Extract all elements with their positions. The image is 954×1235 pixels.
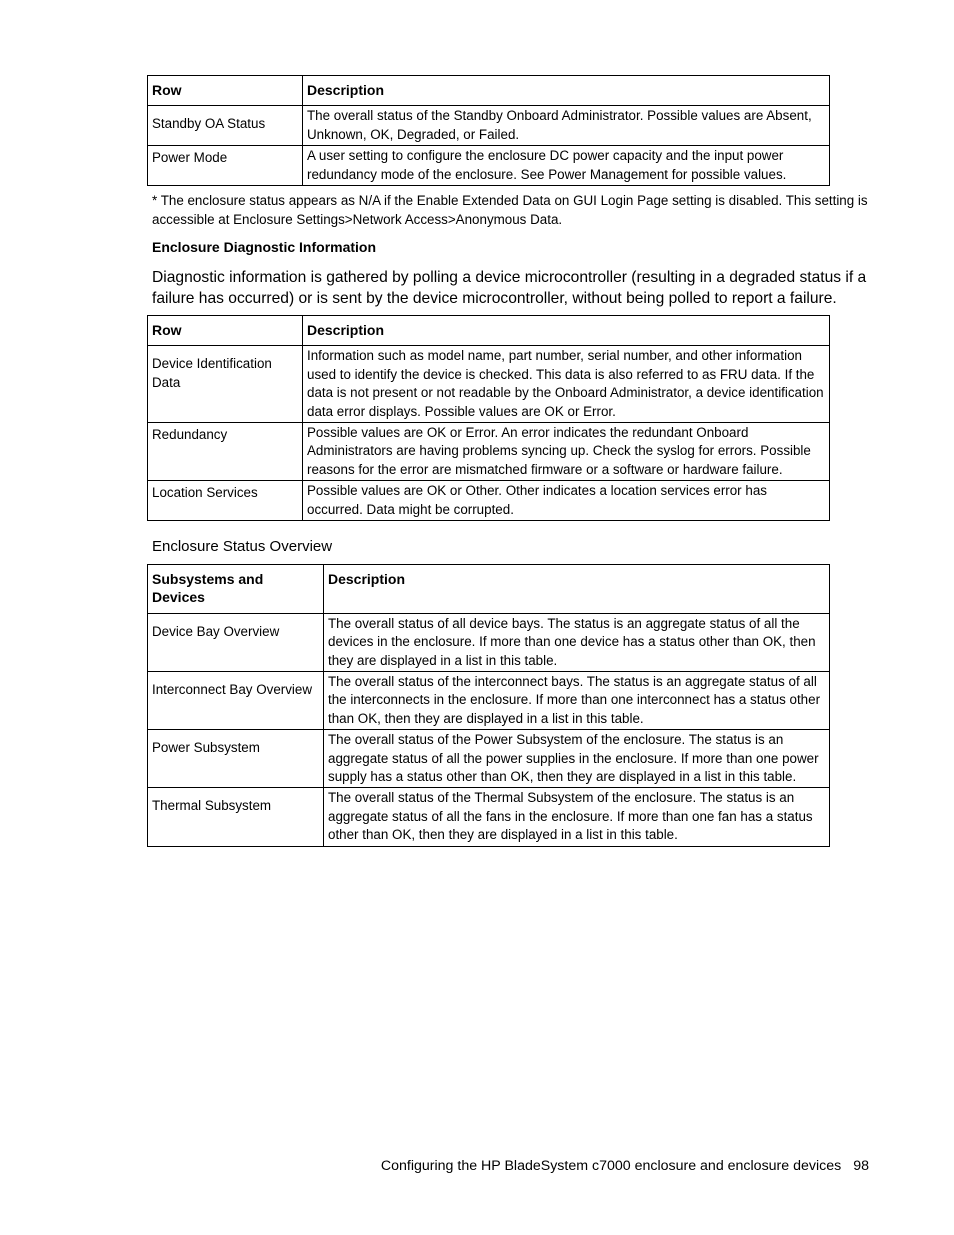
row-description: Information such as model name, part number, serial number, and other information used to identify the device is checked. This data is also referred to as FRU data. If the data is not present or not readable by the Onboard Administrator, a device identification data error displays. Possible values are OK or Error. [303, 346, 830, 423]
status-overview-table [147, 564, 830, 847]
table-caption: Enclosure Status Overview [152, 538, 333, 555]
table-row [148, 146, 830, 186]
page-footer [381, 1158, 869, 1174]
page-number: 98 [853, 1158, 869, 1174]
standby-status-table [147, 75, 830, 186]
row-name: Thermal Subsystem [148, 788, 324, 846]
footer-chapter-title: Configuring the HP BladeSystem c7000 enclosure and enclosure devices [380, 1158, 842, 1174]
table-row [148, 730, 830, 788]
row-description: A user setting to configure the enclosure DC power capacity and the input power redundancy mode of the enclosure. See Power Management for possible values. [303, 146, 830, 186]
table-row [148, 423, 830, 481]
section-heading: Enclosure Diagnostic Information [152, 239, 377, 255]
row-description: The overall status of the Thermal Subsystem of the enclosure. The status is an aggregate status of all the fans in the enclosure. If more than one fan has a status other than OK, then they are displayed in a list in this table. [324, 788, 830, 846]
row-name: Location Services [148, 481, 303, 521]
table-header-row [148, 565, 830, 614]
row-description: Possible values are OK or Other. Other indicates a location services error has occurred. Data might be corrupted. [303, 481, 830, 521]
table-row [148, 106, 830, 146]
row-description: The overall status of the interconnect bays. The status is an aggregate status of all the interconnects in the enclosure. If more than one interconnect has a status other than OK, then they are displayed in a list in this table. [324, 672, 830, 730]
row-name: Redundancy [148, 423, 303, 481]
column-header-description: Description [303, 316, 830, 346]
table-row [148, 481, 830, 521]
column-header-subsystems: Subsystems and Devices [148, 565, 324, 614]
table-header-row [148, 316, 830, 346]
column-header-row: Row [148, 316, 303, 346]
body-paragraph: Diagnostic information is gathered by polling a device microcontroller (resulting in a degraded status if a failure has occurred) or is sent by the device microcontroller, without being polled to report a failure. [152, 269, 867, 307]
row-description: Possible values are OK or Error. An error indicates the redundant Onboard Administrators are having problems syncing up. Check the syslog for errors. Possible reasons for the error are mismatched firmware or a software or hardware failure. [303, 423, 830, 481]
row-name: Device Bay Overview [148, 613, 324, 671]
table-footnote: * The enclosure status appears as N/A if the Enable Extended Data on GUI Login Page setting is disabled. This setting is accessible at Enclosure Settings>Network Access>Anonymous Data. [152, 193, 868, 227]
column-header-description: Description [303, 76, 830, 106]
diagnostic-info-table [147, 315, 830, 521]
row-description: The overall status of the Power Subsystem of the enclosure. The status is an aggregate status of all the power supplies in the enclosure. If more than one power supply has a status other than OK, then they are displayed in a list in this table. [324, 730, 830, 788]
row-description: The overall status of the Standby Onboard Administrator. Possible values are Absent, Unknown, OK, Degraded, or Failed. [303, 106, 830, 146]
row-name: Device Identification Data [148, 346, 303, 423]
row-name: Standby OA Status [148, 106, 303, 146]
row-name: Power Subsystem [148, 730, 324, 788]
table-row [148, 672, 830, 730]
column-header-row: Row [148, 76, 303, 106]
row-name: Power Mode [148, 146, 303, 186]
row-name: Interconnect Bay Overview [148, 672, 324, 730]
table-row [148, 788, 830, 846]
table-header-row [148, 76, 830, 106]
table-row [148, 346, 830, 423]
table-row [148, 613, 830, 671]
row-description: The overall status of all device bays. The status is an aggregate status of all the devices in the enclosure. If more than one device has a status other than OK, then they are displayed in a list in this table. [324, 613, 830, 671]
column-header-description: Description [324, 565, 830, 614]
